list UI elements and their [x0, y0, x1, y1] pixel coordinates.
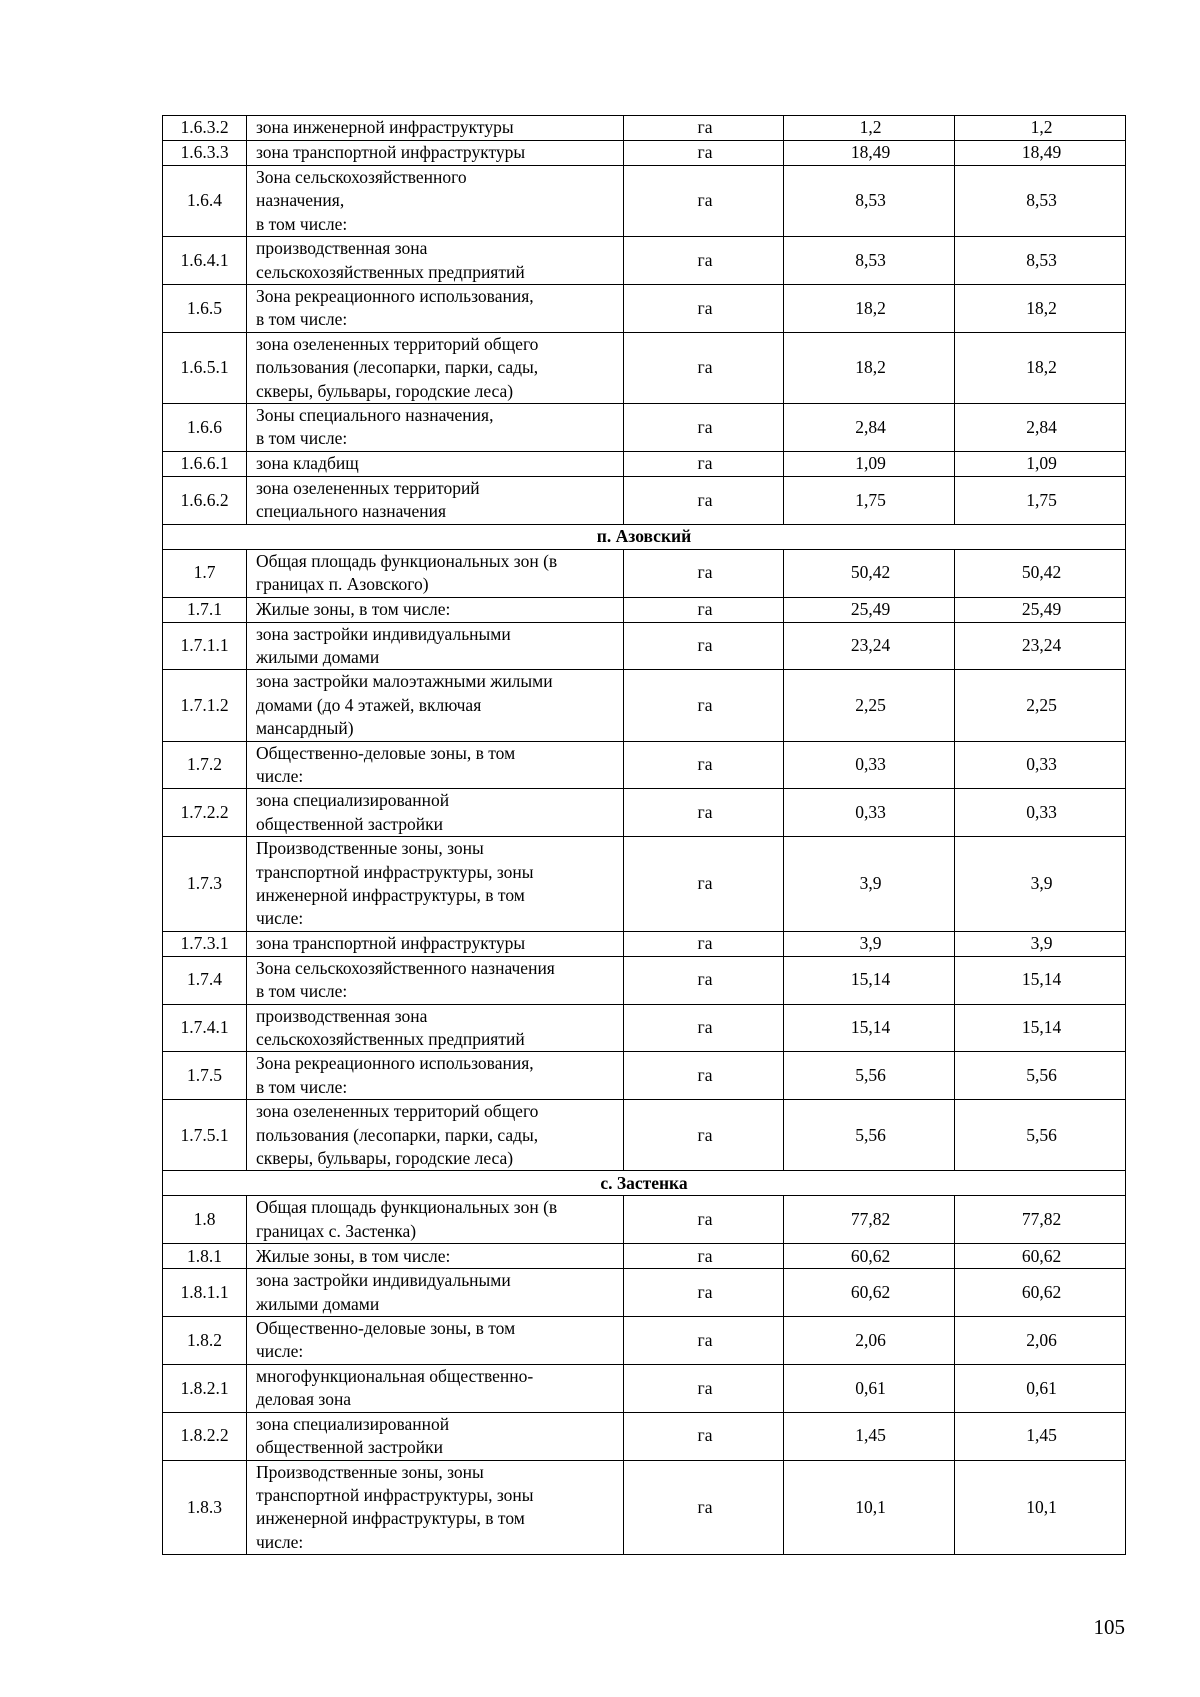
row-unit-cell: га — [624, 285, 784, 333]
row-value-planned-cell: 18,49 — [955, 141, 1126, 166]
row-code-cell: 1.7.1 — [163, 597, 247, 622]
row-name-cell: Общая площадь функциональных зон (в границах п. Азовского) — [247, 549, 624, 597]
row-name-cell: зона озелененных территорий специального назначения — [247, 476, 624, 524]
row-name-cell: Зона сельскохозяйственного назначения, в том числе: — [247, 166, 624, 237]
row-value-existing-cell: 2,06 — [784, 1317, 955, 1365]
table-row — [163, 141, 1126, 166]
row-unit-cell: га — [624, 956, 784, 1004]
row-unit-cell: га — [624, 476, 784, 524]
table-row — [163, 1244, 1126, 1269]
zones-table-body — [163, 116, 1126, 1555]
row-unit-cell: га — [624, 931, 784, 956]
row-value-planned-cell: 1,45 — [955, 1412, 1126, 1460]
row-value-existing-cell: 3,9 — [784, 931, 955, 956]
row-name-cell: Зона рекреационного использования, в том числе: — [247, 1052, 624, 1100]
row-value-planned-cell: 60,62 — [955, 1269, 1126, 1317]
table-row — [163, 670, 1126, 741]
row-value-planned-cell: 0,33 — [955, 741, 1126, 789]
row-code-cell: 1.7.2.2 — [163, 789, 247, 837]
row-value-existing-cell: 1,09 — [784, 451, 955, 476]
row-value-existing-cell: 60,62 — [784, 1269, 955, 1317]
row-unit-cell: га — [624, 1052, 784, 1100]
row-unit-cell: га — [624, 670, 784, 741]
row-value-existing-cell: 10,1 — [784, 1460, 955, 1555]
row-value-planned-cell: 1,75 — [955, 476, 1126, 524]
row-name-cell: Зоны специального назначения, в том числе: — [247, 404, 624, 452]
row-value-planned-cell: 3,9 — [955, 837, 1126, 932]
row-value-planned-cell: 1,09 — [955, 451, 1126, 476]
table-row — [163, 237, 1126, 285]
row-code-cell: 1.7.4 — [163, 956, 247, 1004]
row-code-cell: 1.8 — [163, 1196, 247, 1244]
row-unit-cell: га — [624, 237, 784, 285]
row-unit-cell: га — [624, 1269, 784, 1317]
row-code-cell: 1.7.1.2 — [163, 670, 247, 741]
row-value-existing-cell: 1,45 — [784, 1412, 955, 1460]
row-name-cell: Общественно-деловые зоны, в том числе: — [247, 741, 624, 789]
table-row — [163, 1269, 1126, 1317]
row-code-cell: 1.8.2.1 — [163, 1364, 247, 1412]
row-unit-cell: га — [624, 1460, 784, 1555]
row-unit-cell: га — [624, 622, 784, 670]
row-name-cell: зона озелененных территорий общего пользования (лесопарки, парки, сады, скверы, бульвары, городские леса) — [247, 1100, 624, 1171]
row-unit-cell: га — [624, 1196, 784, 1244]
row-value-existing-cell: 77,82 — [784, 1196, 955, 1244]
row-value-planned-cell: 25,49 — [955, 597, 1126, 622]
row-code-cell: 1.7.3.1 — [163, 931, 247, 956]
table-row — [163, 622, 1126, 670]
table-row — [163, 1460, 1126, 1555]
row-name-cell: Общая площадь функциональных зон (в границах с. Застенка) — [247, 1196, 624, 1244]
row-unit-cell: га — [624, 1364, 784, 1412]
table-row — [163, 1364, 1126, 1412]
row-code-cell: 1.6.3.2 — [163, 116, 247, 141]
row-value-planned-cell: 18,2 — [955, 285, 1126, 333]
row-value-existing-cell: 18,2 — [784, 332, 955, 403]
table-row — [163, 166, 1126, 237]
row-name-cell: зона застройки малоэтажными жилыми домами (до 4 этажей, включая мансардный) — [247, 670, 624, 741]
row-unit-cell: га — [624, 332, 784, 403]
row-code-cell: 1.6.6.1 — [163, 451, 247, 476]
row-value-existing-cell: 23,24 — [784, 622, 955, 670]
row-code-cell: 1.7 — [163, 549, 247, 597]
table-row — [163, 404, 1126, 452]
row-name-cell: зона кладбищ — [247, 451, 624, 476]
section-header-row — [163, 1171, 1126, 1196]
row-value-existing-cell: 0,33 — [784, 789, 955, 837]
row-name-cell: зона застройки индивидуальными жилыми домами — [247, 1269, 624, 1317]
row-code-cell: 1.7.2 — [163, 741, 247, 789]
row-value-existing-cell: 5,56 — [784, 1100, 955, 1171]
row-value-planned-cell: 8,53 — [955, 166, 1126, 237]
row-value-planned-cell: 15,14 — [955, 956, 1126, 1004]
row-value-planned-cell: 60,62 — [955, 1244, 1126, 1269]
row-value-existing-cell: 15,14 — [784, 956, 955, 1004]
row-value-existing-cell: 1,75 — [784, 476, 955, 524]
row-value-existing-cell: 15,14 — [784, 1004, 955, 1052]
row-value-planned-cell: 2,84 — [955, 404, 1126, 452]
row-value-existing-cell: 0,61 — [784, 1364, 955, 1412]
row-unit-cell: га — [624, 141, 784, 166]
table-row — [163, 1317, 1126, 1365]
row-name-cell: Производственные зоны, зоны транспортной инфраструктуры, зоны инженерной инфраструктуры, в том числе: — [247, 1460, 624, 1555]
row-code-cell: 1.7.5 — [163, 1052, 247, 1100]
row-name-cell: зона озелененных территорий общего пользования (лесопарки, парки, сады, скверы, бульвары, городские леса) — [247, 332, 624, 403]
row-name-cell: зона специализированной общественной застройки — [247, 1412, 624, 1460]
row-name-cell: многофункциональная общественно- деловая зона — [247, 1364, 624, 1412]
row-value-existing-cell: 25,49 — [784, 597, 955, 622]
row-value-existing-cell: 18,2 — [784, 285, 955, 333]
row-name-cell: Общественно-деловые зоны, в том числе: — [247, 1317, 624, 1365]
row-value-planned-cell: 2,25 — [955, 670, 1126, 741]
row-unit-cell: га — [624, 404, 784, 452]
table-row — [163, 837, 1126, 932]
row-unit-cell: га — [624, 116, 784, 141]
row-name-cell: Зона рекреационного использования, в том числе: — [247, 285, 624, 333]
section-header-row — [163, 524, 1126, 549]
row-name-cell: зона транспортной инфраструктуры — [247, 141, 624, 166]
table-row — [163, 549, 1126, 597]
page-number: 105 — [1093, 1615, 1125, 1639]
table-row — [163, 1100, 1126, 1171]
row-name-cell: Жилые зоны, в том числе: — [247, 1244, 624, 1269]
row-unit-cell: га — [624, 789, 784, 837]
section-title: с. Застенка — [163, 1171, 1126, 1196]
row-name-cell: зона транспортной инфраструктуры — [247, 931, 624, 956]
row-value-planned-cell: 77,82 — [955, 1196, 1126, 1244]
row-value-planned-cell: 1,2 — [955, 116, 1126, 141]
row-value-planned-cell: 2,06 — [955, 1317, 1126, 1365]
row-value-planned-cell: 23,24 — [955, 622, 1126, 670]
table-row — [163, 116, 1126, 141]
row-name-cell: Жилые зоны, в том числе: — [247, 597, 624, 622]
table-row — [163, 1052, 1126, 1100]
row-code-cell: 1.6.3.3 — [163, 141, 247, 166]
row-code-cell: 1.8.1.1 — [163, 1269, 247, 1317]
row-unit-cell: га — [624, 1004, 784, 1052]
row-value-planned-cell: 50,42 — [955, 549, 1126, 597]
row-code-cell: 1.6.6.2 — [163, 476, 247, 524]
row-name-cell: Зона сельскохозяйственного назначения в том числе: — [247, 956, 624, 1004]
row-code-cell: 1.7.1.1 — [163, 622, 247, 670]
row-value-planned-cell: 5,56 — [955, 1052, 1126, 1100]
row-code-cell: 1.6.6 — [163, 404, 247, 452]
row-unit-cell: га — [624, 837, 784, 932]
row-code-cell: 1.8.3 — [163, 1460, 247, 1555]
row-code-cell: 1.7.5.1 — [163, 1100, 247, 1171]
row-value-existing-cell: 2,84 — [784, 404, 955, 452]
row-code-cell: 1.7.3 — [163, 837, 247, 932]
row-value-existing-cell: 60,62 — [784, 1244, 955, 1269]
row-value-planned-cell: 0,61 — [955, 1364, 1126, 1412]
row-code-cell: 1.8.1 — [163, 1244, 247, 1269]
row-name-cell: производственная зона сельскохозяйственных предприятий — [247, 237, 624, 285]
row-value-planned-cell: 18,2 — [955, 332, 1126, 403]
row-name-cell: зона инженерной инфраструктуры — [247, 116, 624, 141]
section-title: п. Азовский — [163, 524, 1126, 549]
row-unit-cell: га — [624, 1244, 784, 1269]
row-code-cell: 1.6.4.1 — [163, 237, 247, 285]
row-value-planned-cell: 5,56 — [955, 1100, 1126, 1171]
row-value-existing-cell: 1,2 — [784, 116, 955, 141]
row-value-existing-cell: 18,49 — [784, 141, 955, 166]
row-value-planned-cell: 3,9 — [955, 931, 1126, 956]
row-value-planned-cell: 10,1 — [955, 1460, 1126, 1555]
row-name-cell: зона специализированной общественной застройки — [247, 789, 624, 837]
table-row — [163, 956, 1126, 1004]
table-row — [163, 332, 1126, 403]
table-row — [163, 476, 1126, 524]
row-code-cell: 1.8.2.2 — [163, 1412, 247, 1460]
table-row — [163, 931, 1126, 956]
row-value-existing-cell: 8,53 — [784, 237, 955, 285]
row-unit-cell: га — [624, 741, 784, 789]
table-row — [163, 1412, 1126, 1460]
row-code-cell: 1.8.2 — [163, 1317, 247, 1365]
row-code-cell: 1.6.5.1 — [163, 332, 247, 403]
row-value-existing-cell: 2,25 — [784, 670, 955, 741]
row-value-planned-cell: 0,33 — [955, 789, 1126, 837]
row-name-cell: производственная зона сельскохозяйственных предприятий — [247, 1004, 624, 1052]
row-value-existing-cell: 5,56 — [784, 1052, 955, 1100]
zones-table — [162, 115, 1126, 1555]
row-unit-cell: га — [624, 451, 784, 476]
table-row — [163, 451, 1126, 476]
row-unit-cell: га — [624, 166, 784, 237]
row-unit-cell: га — [624, 597, 784, 622]
row-unit-cell: га — [624, 549, 784, 597]
table-row — [163, 285, 1126, 333]
row-unit-cell: га — [624, 1317, 784, 1365]
row-value-existing-cell: 8,53 — [784, 166, 955, 237]
row-unit-cell: га — [624, 1100, 784, 1171]
row-name-cell: Производственные зоны, зоны транспортной инфраструктуры, зоны инженерной инфраструктуры, в том числе: — [247, 837, 624, 932]
row-code-cell: 1.7.4.1 — [163, 1004, 247, 1052]
table-row — [163, 1196, 1126, 1244]
table-row — [163, 741, 1126, 789]
table-row — [163, 789, 1126, 837]
row-value-planned-cell: 15,14 — [955, 1004, 1126, 1052]
row-code-cell: 1.6.5 — [163, 285, 247, 333]
table-row — [163, 1004, 1126, 1052]
row-value-existing-cell: 0,33 — [784, 741, 955, 789]
row-code-cell: 1.6.4 — [163, 166, 247, 237]
row-value-existing-cell: 50,42 — [784, 549, 955, 597]
row-name-cell: зона застройки индивидуальными жилыми домами — [247, 622, 624, 670]
row-value-planned-cell: 8,53 — [955, 237, 1126, 285]
row-value-existing-cell: 3,9 — [784, 837, 955, 932]
table-row — [163, 597, 1126, 622]
row-unit-cell: га — [624, 1412, 784, 1460]
